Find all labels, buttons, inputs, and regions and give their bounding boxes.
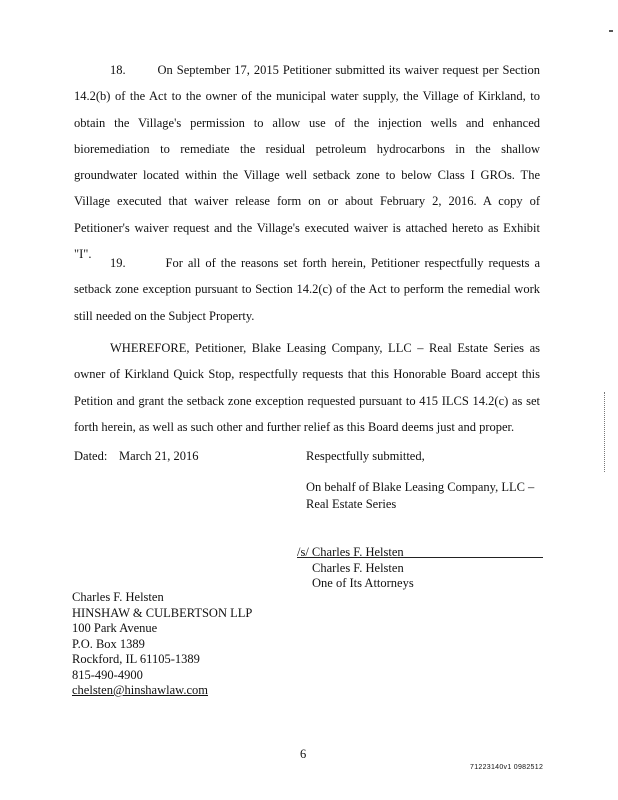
margin-scan-marks (604, 392, 607, 472)
po-box: P.O. Box 1389 (72, 636, 145, 651)
signer-name: Charles F. Helsten (312, 561, 404, 575)
electronic-signature: /s/ Charles F. Helsten (297, 545, 404, 559)
firm-name: HINSHAW & CULBERTSON LLP (72, 605, 253, 620)
paragraph-number: 18. (110, 63, 126, 77)
dated-label: Dated: (74, 449, 108, 463)
attorney-address-block (72, 590, 252, 699)
street-address: 100 Park Avenue (72, 621, 158, 635)
email-link[interactable]: chelsten@hinshawlaw.com (72, 683, 209, 697)
attorney-name: Charles F. Helsten (72, 590, 164, 604)
paragraph-18 (74, 57, 540, 267)
signature-line (297, 557, 543, 558)
document-id: 71223140v1 0982512 (470, 764, 544, 771)
paragraph-19 (74, 250, 540, 329)
signer-role: One of Its Attorneys (312, 576, 414, 590)
paragraph-text: For all of the reasons set forth herein, Petitioner respectfully requests a setback zone exception pursuant to Section 14.2(c) of the Act to perform the remedial work still needed on the Subject Property. (74, 256, 541, 323)
wherefore-paragraph (74, 335, 540, 440)
wherefore-text: WHEREFORE, Petitioner, Blake Leasing Company, LLC – Real Estate Series as owner of Kirkland Quick Stop, respectfully requests that this Honorable Board accept this Petition and grant the setback zone exception requested pursuant to 415 ILCS 14.2(c) as set forth herein, as well as such other and further relief as this Board deems just and proper. (74, 341, 540, 434)
scan-mark (609, 30, 613, 32)
city-state-zip: Rockford, IL 61105-1389 (72, 652, 200, 666)
phone-number: 815-490-4900 (72, 667, 143, 682)
dated-value: March 21, 2016 (119, 449, 199, 463)
behalf-line-1: On behalf of Blake Leasing Company, LLC – (306, 480, 535, 494)
page-number: 6 (300, 747, 307, 761)
behalf-line-2: Real Estate Series (306, 497, 397, 511)
closing-line: Respectfully submitted, (306, 449, 425, 463)
paragraph-text: On September 17, 2015 Petitioner submitted its waiver request per Section 14.2(b) of the Act to the owner of the municipal water supply, the Village of Kirkland, to obtain the Village's permission to allow use of the injection wells and enhanced bioremediation to remediate the residual petroleum hydrocarbons in the shallow groundwater located within the Village well setback zone to below Class I GROs. The Village executed that waiver release form on or about February 2, 2016. A copy of Petitioner's waiver request and the Village's executed waiver is attached hereto as Exhibit "I". (74, 63, 541, 262)
paragraph-number: 19. (110, 256, 126, 270)
